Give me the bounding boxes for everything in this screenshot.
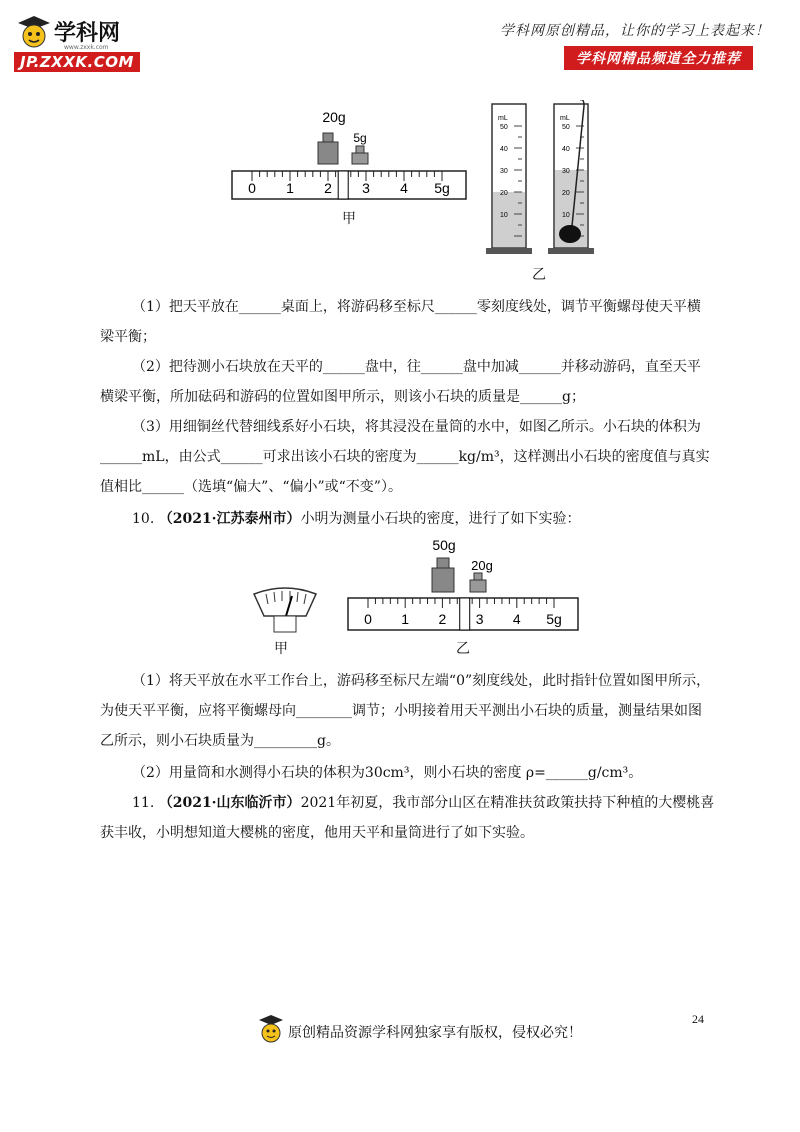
- cylinder-right: [548, 100, 594, 254]
- figure-label-jia: 甲: [274, 641, 288, 657]
- q10-part1: （1）将天平放在水平工作台上，游码移至标尺左端“0”刻度线处，此时指针位置如图甲所示，: [132, 673, 711, 689]
- ruler-number: 3: [475, 611, 484, 627]
- logo-url[interactable]: JP.ZXXK.COM: [14, 52, 140, 72]
- figure-label-yi: 乙: [532, 267, 546, 283]
- figure-2: [250, 538, 590, 662]
- q10-part1-cont1: 为使天平平衡，应将平衡螺母向________调节；小明接着用天平测出小石块的质量，测量结果如图: [100, 703, 702, 719]
- q9-part1-cont: 梁平衡；: [100, 329, 156, 345]
- rider-marker: [460, 598, 470, 630]
- ruler-number: 5g: [546, 611, 562, 627]
- weight-20g-label: 20g: [322, 109, 346, 125]
- cylinder-number: 20: [562, 190, 570, 197]
- q10-stem: [132, 504, 581, 534]
- figure-label-yi: 乙: [456, 641, 470, 657]
- q10-part2: （2）用量筒和水测得小石块的体积为30cm³，则小石块的密度 ρ=______g/cm³。: [132, 765, 643, 781]
- q11-stem: [132, 788, 714, 818]
- rider-marker: [338, 171, 348, 199]
- ruler-number: 1: [286, 180, 294, 196]
- weight-20g-label: 20g: [471, 558, 493, 573]
- header-logo: [14, 12, 164, 76]
- weight-5g-label: 5g: [353, 131, 367, 145]
- q9-part2-cont: 横梁平衡，所加砝码和游码的位置如图甲所示，则该小石块的质量是______g；: [100, 389, 585, 405]
- cylinder-number: 10: [562, 212, 570, 219]
- cylinder-number: 30: [500, 168, 508, 175]
- q10-part1-cont2: 乙所示，则小石块质量为_________g。: [100, 733, 340, 749]
- copyright-text: 原创精品资源学科网独家享有版权，侵权必究！: [288, 1025, 582, 1041]
- stone-icon: [559, 225, 581, 243]
- header-banner: 学科网精品频道全力推荐: [564, 46, 753, 70]
- mascot-icon: [16, 14, 52, 50]
- cylinder-number: 40: [500, 146, 508, 153]
- weight-50g-icon: [432, 568, 454, 592]
- ruler-number: 5g: [434, 180, 450, 196]
- q11-text-cont: 获丰收，小明想知道大樱桃的密度，他用天平和量筒进行了如下实验。: [100, 825, 534, 841]
- ruler-number: 1: [401, 611, 410, 627]
- q9-part3-cont2: 值相比______（选填“偏大”、“偏小”或“不变”）。: [100, 479, 402, 495]
- ruler-number: 4: [512, 611, 521, 627]
- q11-number: 11.: [132, 795, 155, 811]
- cylinder-number: 50: [500, 124, 508, 131]
- q9-part3-cont1: ______mL，由公式______可求出该小石块的密度为______kg/m³，这样测出小石块的密度值与真实: [100, 449, 710, 465]
- balance-figure-2: [346, 538, 582, 638]
- ruler-number: 0: [364, 611, 372, 627]
- unit-label: mL: [498, 115, 508, 122]
- ruler-number: 2: [324, 180, 332, 196]
- weight-50g-label: 50g: [432, 538, 456, 553]
- q9-part2: （2）把待测小石块放在天平的______盘中，往______盘中加减______并移动游码，直至天平: [132, 359, 701, 375]
- q10-number: 10.: [132, 511, 155, 527]
- q10-text: 小明为测量小石块的密度，进行了如下实验：: [300, 511, 581, 527]
- pointer-gauge-figure: [250, 586, 320, 636]
- cylinder-number: 40: [562, 146, 570, 153]
- ruler-number: 4: [400, 180, 408, 196]
- logo-name: 学科网: [54, 21, 121, 46]
- q9-part1: （1）把天平放在______桌面上，将游码移至标尺______零刻度线处，调节平衡螺母使天平横: [132, 299, 701, 315]
- water-level: [493, 192, 525, 247]
- cylinder-number: 10: [500, 212, 508, 219]
- figure-1: [230, 100, 610, 290]
- q9-part3: （3）用细铜丝代替细线系好小石块，将其浸没在量筒的水中，如图乙所示。小石块的体积为: [132, 419, 701, 435]
- page-number: 24: [692, 1012, 704, 1026]
- weight-20g-icon: [318, 142, 338, 164]
- cylinder-number: 30: [562, 168, 570, 175]
- cylinder-number: 50: [562, 124, 570, 131]
- q11-text: 2021年初夏，我市部分山区在精准扶贫政策扶持下种植的大樱桃喜: [300, 795, 715, 811]
- ruler-number: 2: [438, 611, 447, 627]
- logo-sub: www.zxxk.com: [64, 44, 109, 51]
- q11-source: （2021·山东临沂市）: [158, 795, 301, 811]
- weight-5g-icon: [352, 153, 368, 164]
- header-slogan: 学科网原创精品，让你的学习上表起来！: [500, 23, 770, 39]
- unit-label: mL: [560, 115, 570, 122]
- weight-20g-icon: [470, 580, 486, 592]
- q10-source: （2021·江苏泰州市）: [158, 511, 301, 527]
- cylinder-left: [486, 104, 532, 254]
- cylinders-figure: [480, 100, 610, 260]
- gauge-dial: [254, 588, 316, 616]
- figure-label-jia: 甲: [342, 211, 356, 227]
- cylinder-number: 20: [500, 190, 508, 197]
- mascot-icon: [258, 1014, 284, 1044]
- ruler-number: 0: [248, 180, 256, 196]
- ruler-number: 3: [362, 180, 370, 196]
